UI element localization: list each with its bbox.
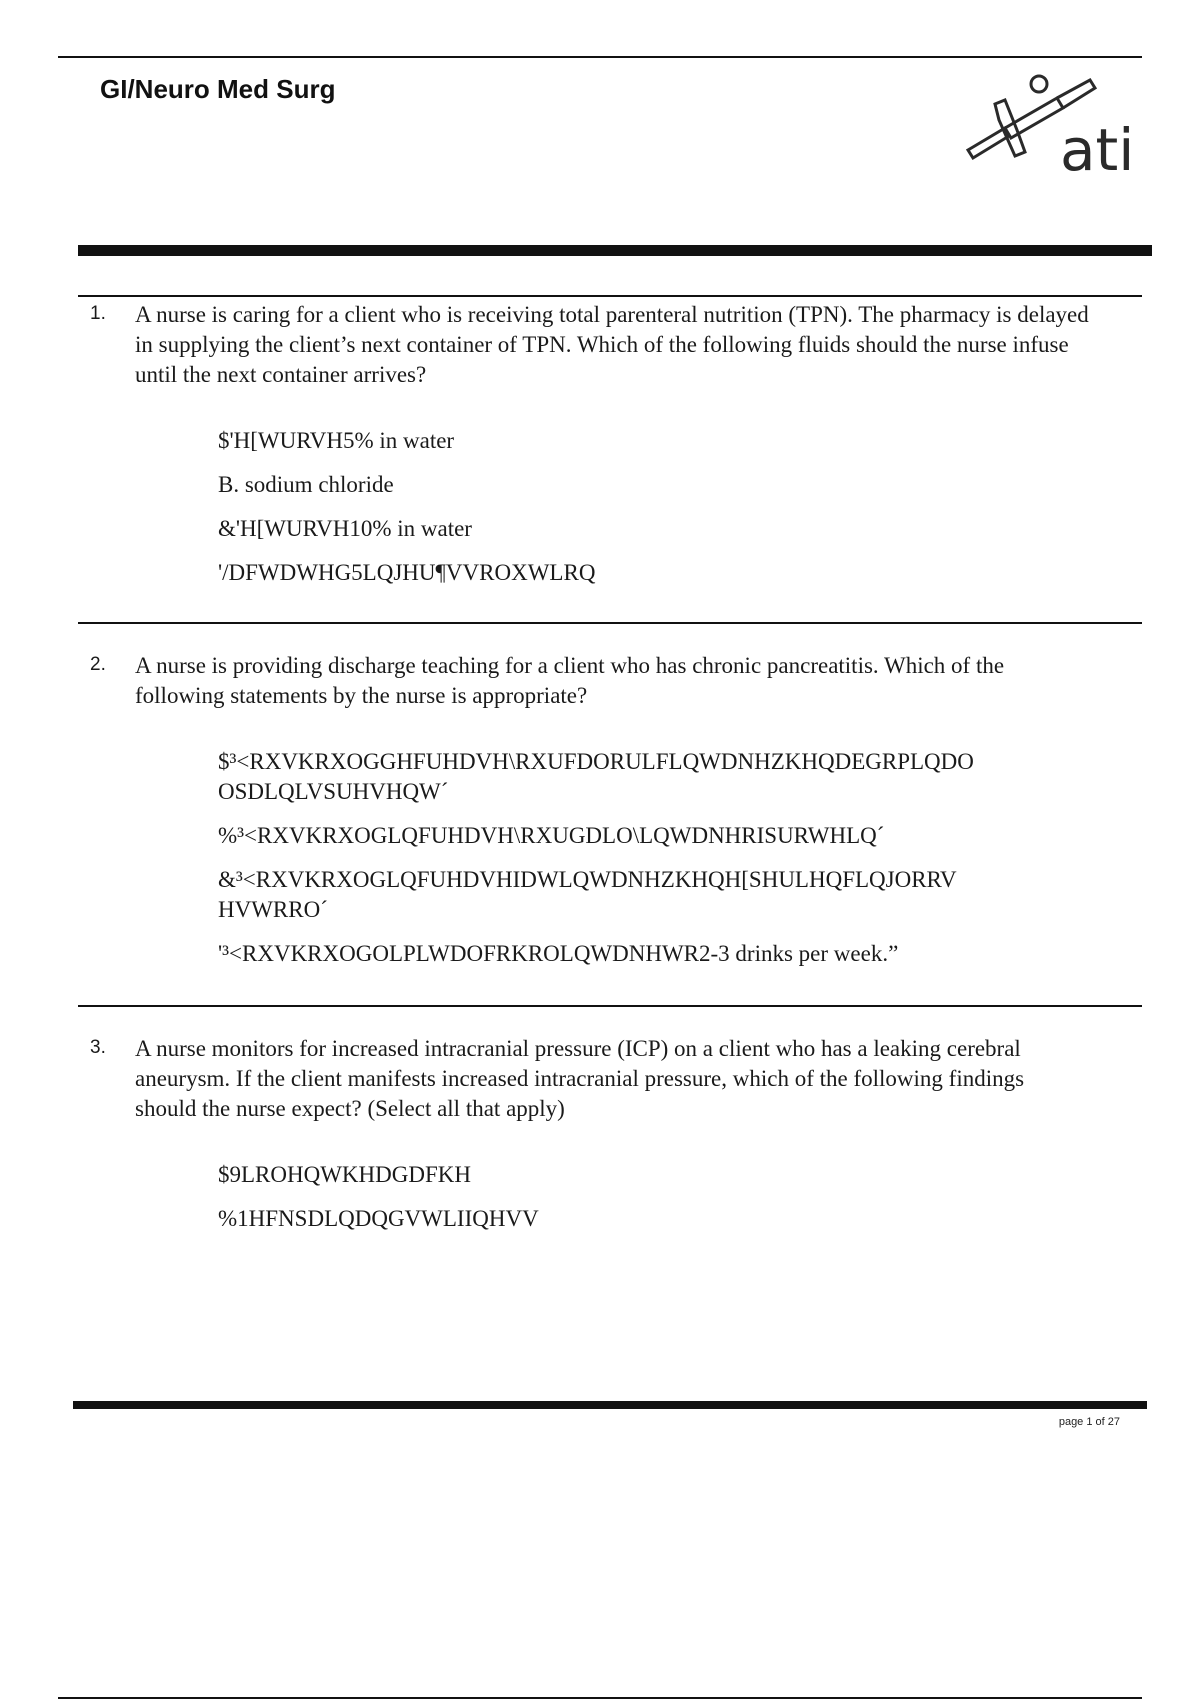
question-divider-3 [78,1005,1142,1007]
question-3 [90,1034,1090,1248]
header-thick-rule [78,245,1152,256]
question-1 [90,300,1090,602]
answer-option: &'H[WURVH10% in water [218,516,472,541]
answer-option: %1HFNSDLQDQGVWLIIQHVV [218,1206,539,1231]
answer-options [218,747,998,969]
question-divider-1 [78,295,1142,297]
ati-logo [965,70,1145,180]
bottom-rule [58,1697,1142,1699]
question-number: 2. [90,654,106,675]
top-rule [58,56,1142,58]
answer-option: $³<RXVKRXOGGHFUHDVH\RXUFDORULFLQWDNHZKHQDEGRPLQDO OSDLQLVSUHVHQW´ [218,749,974,804]
document-title: GI/Neuro Med Surg [100,74,336,104]
question-number: 3. [90,1037,106,1058]
answer-option: $9LROHQWKHDGDFKH [218,1162,471,1187]
answer-options [218,426,1090,588]
page-number: page 1 of 27 [1058,1416,1120,1428]
answer-option: '³<RXVKRXOGOLPLWDOFRKROLQWDNHWR2-3 drinks per week.” [218,941,899,966]
answer-option: $'H[WURVH5% in water [218,428,455,453]
question-text: A nurse is providing discharge teaching for a client who has chronic pancreatitis. Which of the following statements by the nurse is appropriate? [135,653,1005,708]
question-number: 1. [90,303,106,324]
question-divider-2 [78,622,1142,624]
logo-text: ati [1060,116,1135,180]
question-text: A nurse monitors for increased intracranial pressure (ICP) on a client who has a leaking cerebral aneurysm. If the client manifests increased intracranial pressure, which of the following findings should the nurse expect? (Select all that apply) [135,1036,1025,1121]
answer-option: B. sodium chloride [218,472,394,497]
answer-options [218,1160,1090,1234]
footer-thick-rule [73,1401,1147,1409]
ati-logo-icon [965,70,1145,180]
answer-option: '/DFWDWHG5LQJHU¶VVROXWLRQ [218,560,596,585]
answer-option: %³<RXVKRXOGLQFUHDVH\RXUGDLO\LQWDNHRISURWHLQ´ [218,823,885,848]
answer-option: &³<RXVKRXOGLQFUHDVHIDWLQWDNHZKHQH[SHULHQFLQJORRV HVWRRO´ [218,867,957,922]
question-2 [90,651,1090,983]
question-text: A nurse is caring for a client who is receiving total parenteral nutrition (TPN). The pharmacy is delayed in supplying the client’s next container of TPN. Which of the following fluids should the nurse infuse until the next container arrives? [135,302,1089,387]
